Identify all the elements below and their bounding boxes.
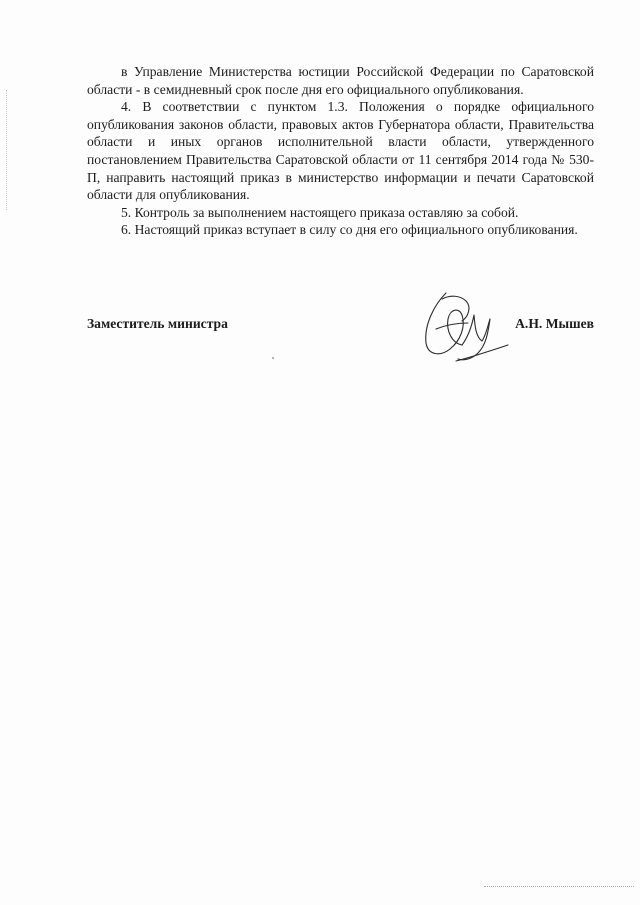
signatory-title: Заместитель министра [87,316,228,331]
paragraph-item-5: 5. Контроль за выполнением настоящего приказа оставляю за собой. [121,204,519,220]
scan-artifact-bottom [484,886,634,887]
signatory-name: А.Н. Мышев [515,316,594,331]
paragraph-item-4: 4. В соответствии с пунктом 1.3. Положения о порядке официального опубликования законов области, правовых актов Губернатора области, Правительства области и иных органов исполнительной власти области, утвержденного постановлением Правительства Саратовской области от 11 сентября 2014 года № 530-П, направить настоящий приказ в министерство информации и печати Саратовской области для опубликования. [87,99,594,203]
paragraph-item-6: 6. Настоящий приказ вступает в силу со дня его официального опубликования. [121,222,578,238]
scan-speck [272,357,274,359]
paragraph-continuation: в Управление Министерства юстиции Российской Федерации по Саратовской области - в семидневный срок после дня его официального опубликования. [87,64,594,97]
handwritten-signature [416,285,516,370]
signature-block [87,316,594,338]
document-body [87,63,594,239]
scan-artifact-left [6,90,9,210]
